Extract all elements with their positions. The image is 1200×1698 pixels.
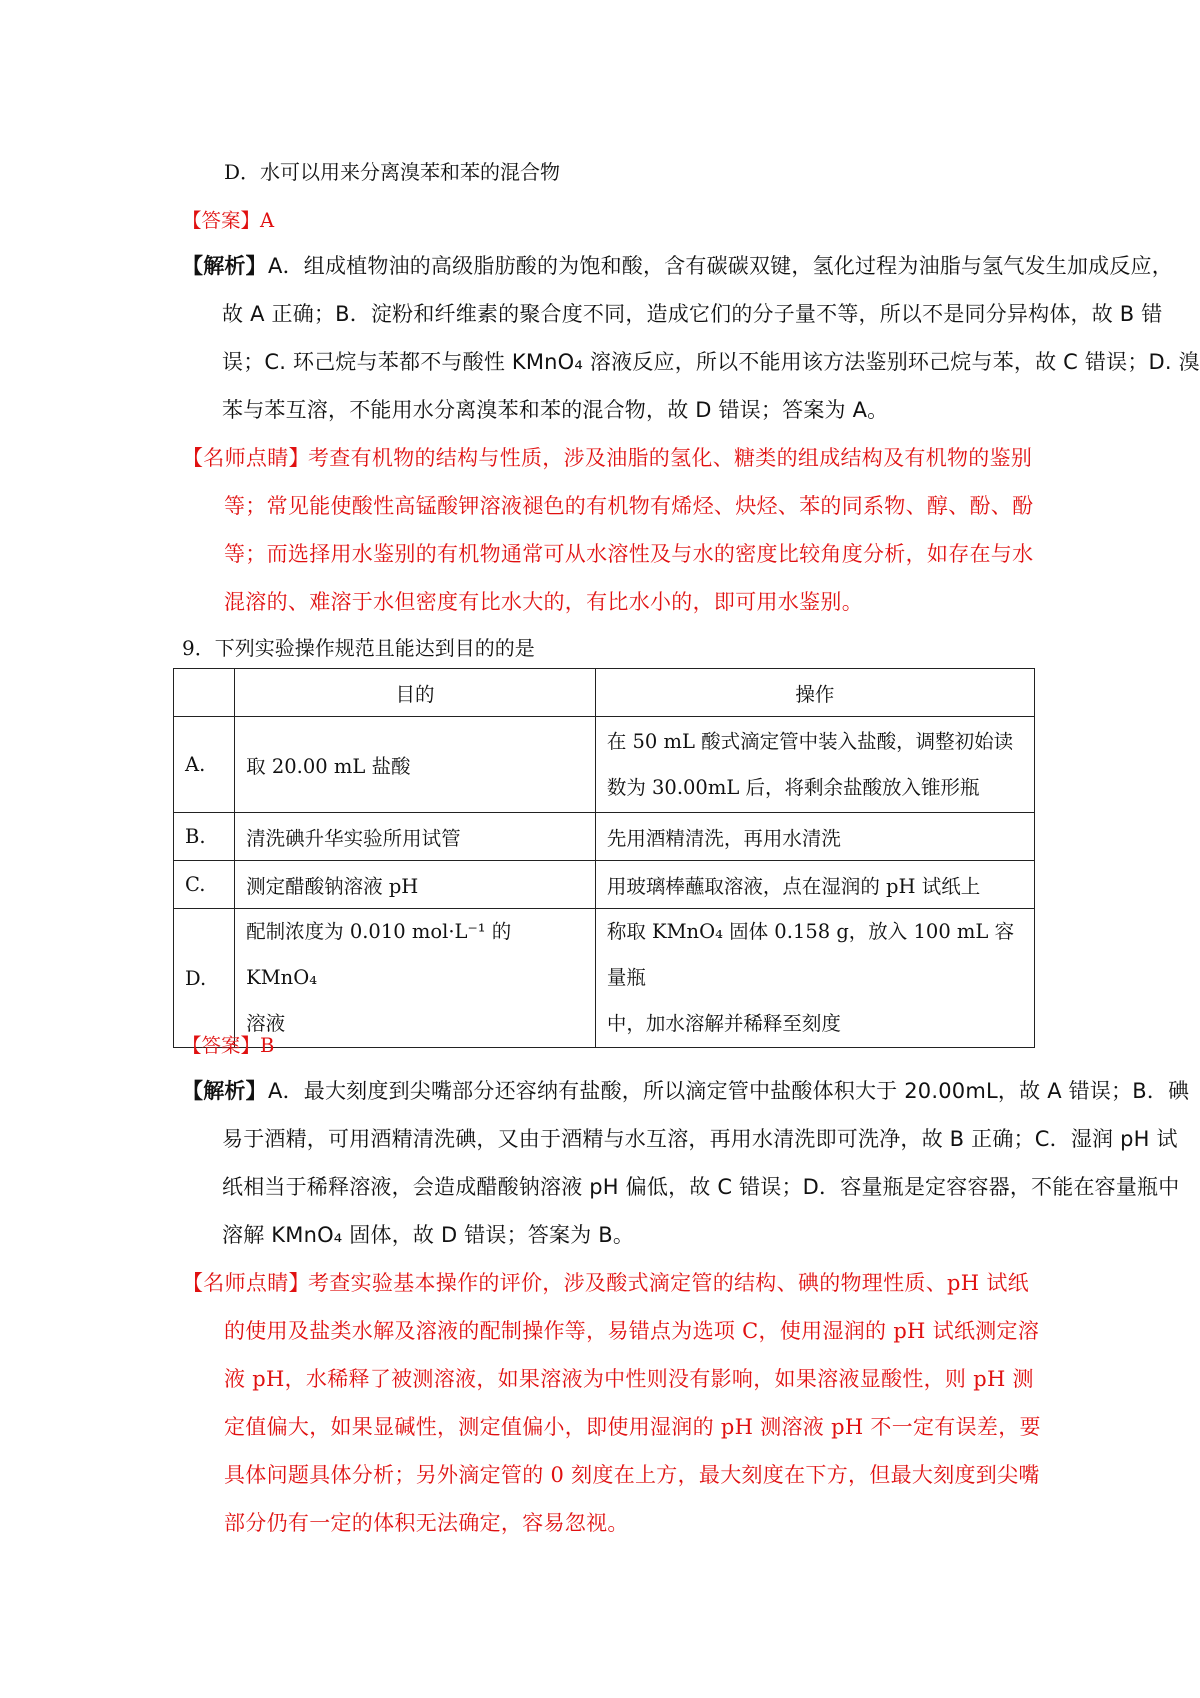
cell-text: 溶液	[246, 1012, 286, 1035]
tip-line: 考查实验基本操作的评价，涉及酸式滴定管的结构、碘的物理性质、pH 试纸	[308, 1271, 1029, 1295]
analysis-line: 溶解 KMnO₄ 固体，故 D 错误；答案为 B。	[222, 1223, 635, 1247]
analysis-label: 【解析】	[182, 1079, 267, 1103]
tip-line: 的使用及盐类水解及溶液的配制操作等，易错点为选项 C，使用湿润的 pH 试纸测定溶	[224, 1319, 1040, 1343]
cell-text: 数为 30.00mL 后，将剩余盐酸放入锥形瓶	[606, 775, 980, 799]
table-row	[174, 717, 1035, 813]
purpose-cell	[235, 717, 596, 813]
row-label: A.	[174, 717, 235, 813]
operation-cell	[595, 813, 1034, 861]
answer-label: 【答案】	[182, 209, 261, 232]
tip-line: 具体问题具体分析；另外滴定管的 0 刻度在上方，最大刻度在下方，但最大刻度到尖嘴	[224, 1463, 1040, 1487]
purpose-cell	[235, 861, 596, 909]
tip-line: 考查有机物的结构与性质，涉及油脂的氢化、糖类的组成结构及有机物的鉴别	[308, 446, 1033, 470]
tip-line: 混溶的、难溶于水但密度有比水大的，有比水小的，即可用水鉴别。	[224, 590, 863, 614]
answer-value: A	[260, 209, 275, 232]
tip-line: 等；常见能使酸性高锰酸钾溶液褪色的有机物有烯烃、炔烃、苯的同系物、醇、酚、酚	[224, 494, 1034, 518]
analysis-line: 纸相当于稀释溶液，会造成醋酸钠溶液 pH 偏低，故 C 错误；D．容量瓶是定容容器，不能在容量瓶中	[222, 1175, 1180, 1199]
tip-label: 【名师点睛】	[182, 1271, 310, 1295]
operation-cell	[595, 861, 1034, 909]
cell-text: 用玻璃棒蘸取溶液，点在湿润的 pH 试纸上	[606, 874, 981, 898]
answer-line	[182, 205, 274, 233]
operation-cell	[595, 717, 1034, 813]
option-d-text: D．水可以用来分离溴苯和苯的混合物	[224, 160, 561, 184]
experiment-table	[173, 668, 1035, 1048]
row-label: D.	[174, 909, 235, 1048]
analysis-line: A．最大刻度到尖嘴部分还容纳有盐酸，所以滴定管中盐酸体积大于 20.00mL，故 A 错误；B．碘	[268, 1079, 1190, 1103]
cell-text: 取 20.00 mL 盐酸	[246, 754, 411, 778]
answer-value: B	[260, 1034, 275, 1057]
header-cell: 操作	[595, 669, 1034, 717]
cell-text: 清洗碘升华实验所用试管	[246, 826, 461, 850]
operation-cell	[595, 909, 1034, 1048]
row-label: B.	[174, 813, 235, 861]
table-row	[174, 909, 1035, 1048]
cell-text: 配制浓度为 0.010 mol·L⁻¹ 的 KMnO₄	[246, 920, 512, 989]
cell-text: 先用酒精清洗，再用水清洗	[606, 826, 841, 850]
analysis-line: 易于酒精，可用酒精清洗碘，又由于酒精与水互溶，再用水清洗即可洗净，故 B 正确；C．湿润 pH 试	[222, 1127, 1178, 1151]
question-stem: 9．下列实验操作规范且能达到目的的是	[182, 636, 535, 660]
table-row	[174, 861, 1035, 909]
cell-text: 在 50 mL 酸式滴定管中装入盐酸，调整初始读	[606, 729, 1014, 753]
header-cell: 目的	[235, 669, 596, 717]
answer-line	[182, 1030, 274, 1058]
analysis-line: 苯与苯互溶，不能用水分离溴苯和苯的混合物，故 D 错误；答案为 A。	[222, 398, 889, 422]
cell-text: 中，加水溶解并稀释至刻度	[606, 1012, 841, 1035]
tip-line: 等；而选择用水鉴别的有机物通常可从水溶性及与水的密度比较角度分析，如存在与水	[224, 542, 1034, 566]
tip-line: 液 pH，水稀释了被测溶液，如果溶液为中性则没有影响，如果溶液显酸性，则 pH 测	[224, 1367, 1034, 1391]
cell-text: 测定醋酸钠溶液 pH	[246, 874, 419, 898]
table-header-row	[174, 669, 1035, 717]
analysis-label: 【解析】	[182, 254, 267, 278]
purpose-cell	[235, 813, 596, 861]
answer-label: 【答案】	[182, 1034, 261, 1057]
tip-label: 【名师点睛】	[182, 446, 310, 470]
purpose-cell	[235, 909, 596, 1048]
analysis-line: 故 A 正确；B．淀粉和纤维素的聚合度不同，造成它们的分子量不等，所以不是同分异构体，故 B 错	[222, 302, 1163, 326]
row-label: C.	[174, 861, 235, 909]
analysis-line: A．组成植物油的高级脂肪酸的为饱和酸，含有碳碳双键，氢化过程为油脂与氢气发生加成反应，	[268, 254, 1173, 278]
tip-line: 定值偏大，如果显碱性，测定值偏小，即使用湿润的 pH 测溶液 pH 不一定有误差，要	[224, 1415, 1041, 1439]
tip-line: 部分仍有一定的体积无法确定，容易忽视。	[224, 1511, 629, 1535]
cell-text: 称取 KMnO₄ 固体 0.158 g，放入 100 mL 容量瓶	[606, 920, 1015, 989]
analysis-line: 误；C. 环己烷与苯都不与酸性 KMnO₄ 溶液反应，所以不能用该方法鉴别环己烷与苯，故 C 错误；D. 溴	[222, 350, 1200, 374]
table-row	[174, 813, 1035, 861]
header-cell	[174, 669, 235, 717]
